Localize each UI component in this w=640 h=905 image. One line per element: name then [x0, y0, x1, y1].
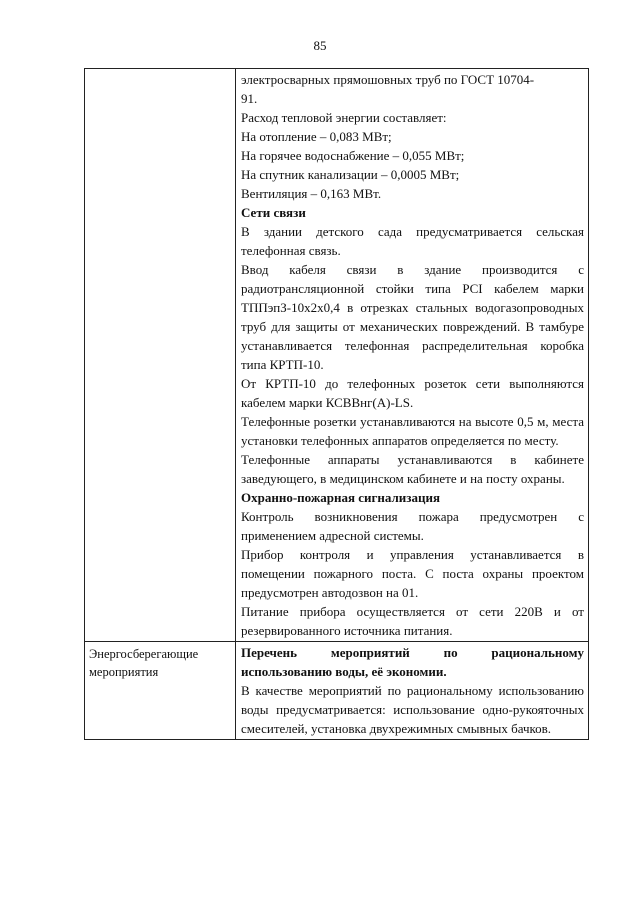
fire-paragraph-3: Питание прибора осуществляется от сети 220В и от резервированного источника питания. [241, 604, 584, 638]
water-saving-paragraph: В качестве мероприятий по рациональному использованию воды предусматривается: использование одно-рукояточных смесителей, установка двухрежимных смывных бачков. [241, 683, 584, 736]
pipe-text-line-2: 91. [241, 91, 258, 106]
row-label-cell [85, 69, 236, 642]
heat-item-hot-water: На горячее водоснабжение – 0,055 МВт; [241, 148, 465, 163]
fire-paragraph-2: Прибор контроля и управления устанавливается в помещении пожарного поста. С поста охраны проектом предусмотрен автодозвон на 01. [241, 547, 584, 600]
heat-item-sewer: На спутник канализации – 0,0005 МВт; [241, 167, 460, 182]
pipe-text-line-1: электросварных прямошовных труб по ГОСТ 10704- [241, 72, 535, 87]
table-row-utilities [85, 69, 589, 642]
row-label-cell [85, 642, 236, 740]
heat-item-ventilation: Вентиляция – 0,163 МВт. [241, 186, 382, 201]
fire-paragraph-1: Контроль возникновения пожара предусмотрен с применением адресной системы. [241, 509, 584, 543]
comm-paragraph-4: Телефонные розетки устанавливаются на высоте 0,5 м, места установки телефонных аппаратов определяется по месту. [241, 414, 584, 448]
document-table [84, 68, 589, 740]
row-content-cell [236, 69, 589, 642]
comm-heading: Сети связи [241, 205, 306, 220]
comm-paragraph-2: Ввод кабеля связи в здание производится с радиотрансляционной стойки типа PCI кабелем марки ТППэпЗ-10х2х0,4 в отрезках стальных водогазопроводных труб для защиты от механических повреждений. В тамбуре устанавливается телефонная распределительная коробка типа КРТП-10. [241, 262, 584, 372]
row-content-cell [236, 642, 589, 740]
fire-heading: Охранно-пожарная сигнализация [241, 490, 441, 505]
water-saving-heading: Перечень мероприятий по рациональному использованию воды, её экономии. [241, 645, 584, 679]
comm-paragraph-1: В здании детского сада предусматривается сельская телефонная связь. [241, 224, 584, 258]
row-label-energy-saving: Энергосберегающие мероприятия [89, 647, 199, 679]
pipe-text [241, 70, 584, 108]
heat-title: Расход тепловой энергии составляет: [241, 110, 447, 125]
row-label [85, 69, 235, 72]
table-row-energy-saving [85, 642, 589, 740]
comm-paragraph-3: От КРТП-10 до телефонных розеток сети выполняются кабелем марки КСВВнг(А)-LS. [241, 376, 584, 410]
comm-paragraph-5: Телефонные аппараты устанавливаются в кабинете заведующего, в медицинском кабинете и на посту охраны. [241, 452, 584, 486]
page-number: 85 [313, 38, 327, 53]
heat-item-heating: На отопление – 0,083 МВт; [241, 129, 392, 144]
